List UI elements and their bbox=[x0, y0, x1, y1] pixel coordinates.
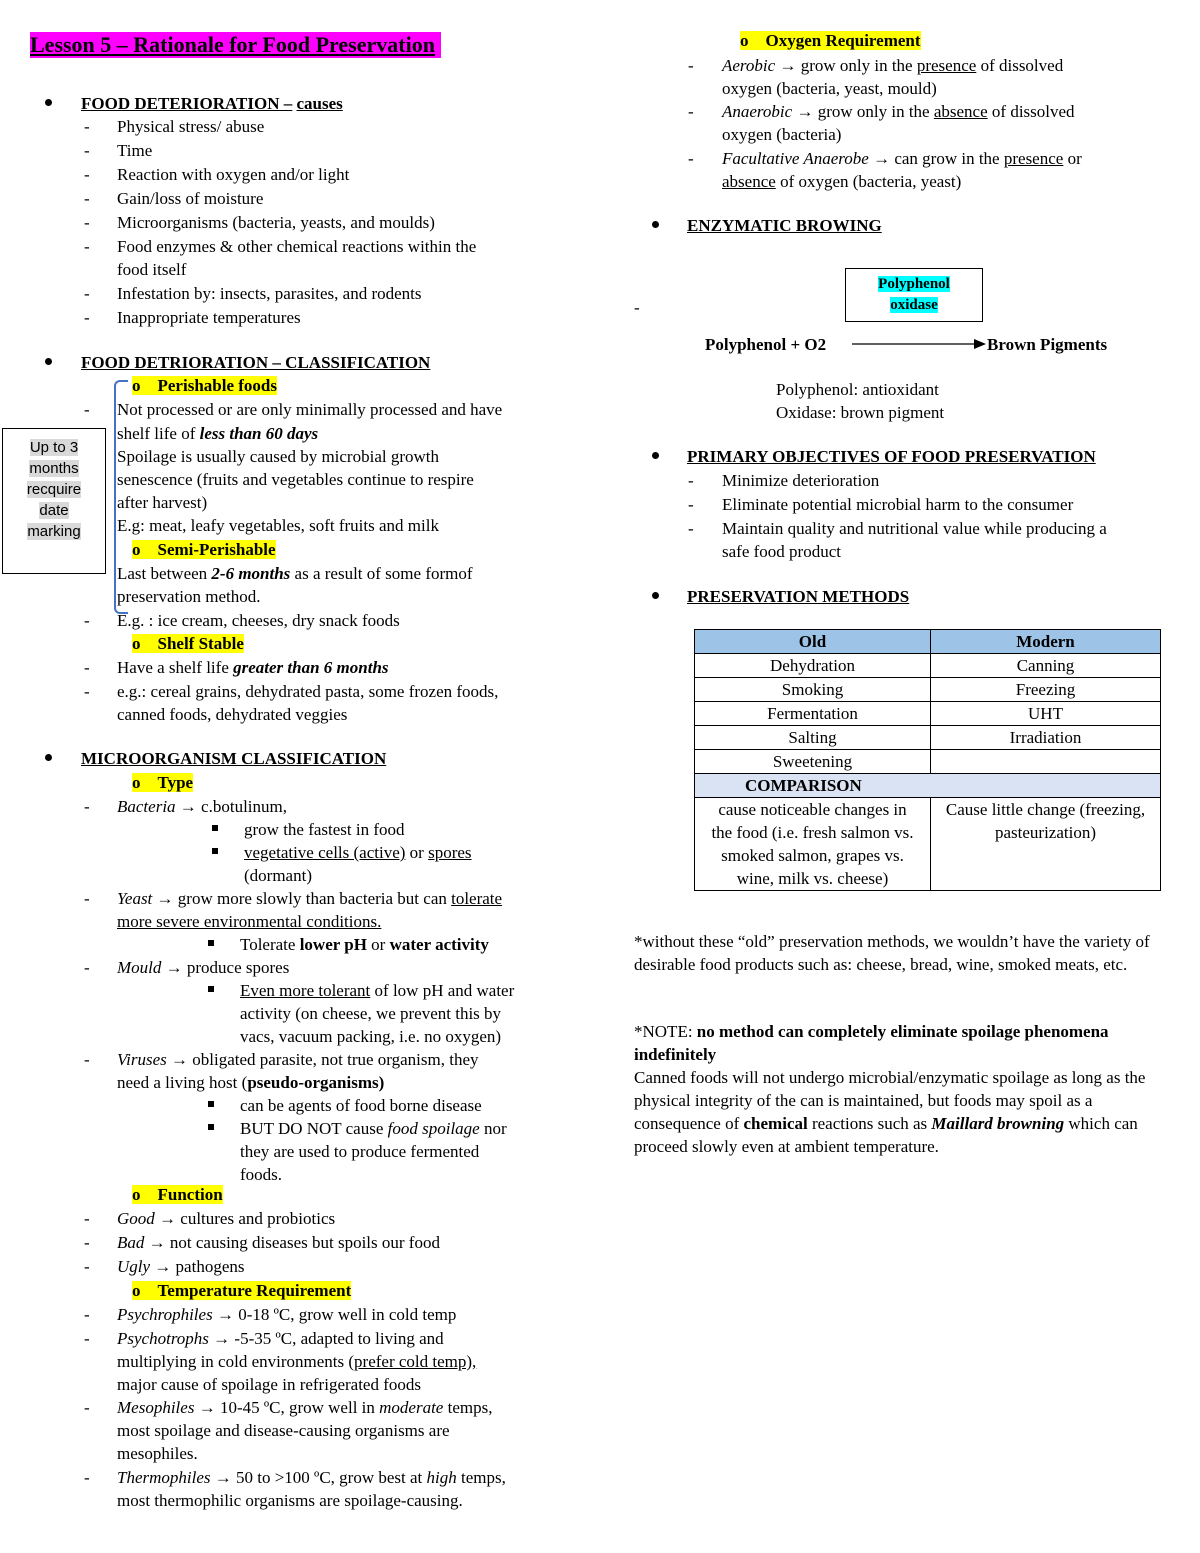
reaction-arrow bbox=[850, 336, 988, 352]
dash: - bbox=[688, 149, 694, 168]
subheading-perishable: o Perishable foods bbox=[132, 376, 277, 395]
page-title: Lesson 5 – Rationale for Food Preservation bbox=[30, 32, 441, 58]
text-line: Mesophiles → 10-45 ºC, grow well in moderate temps, bbox=[117, 1398, 493, 1417]
side-note-line: months bbox=[29, 460, 79, 477]
arrow-icon: → bbox=[779, 56, 797, 75]
text-line: Anaerobic → grow only in the absence of dissolved bbox=[722, 102, 1075, 121]
table-cell: Dehydration bbox=[695, 654, 931, 678]
dash: - bbox=[84, 1398, 90, 1417]
list-item: Maintain quality and nutritional value while producing a bbox=[722, 519, 1107, 538]
text-line: Thermophiles → 50 to >100 ºC, grow best at high temps, bbox=[117, 1468, 506, 1487]
square-bullet bbox=[208, 1101, 214, 1107]
subheading-shelf-stable: o Shelf Stable bbox=[132, 634, 244, 653]
text-line: Polyphenol: antioxidant bbox=[776, 380, 939, 399]
text-line: most spoilage and disease-causing organisms are bbox=[117, 1421, 450, 1440]
text-line: Psychrophiles → 0-18 ºC, grow well in cold temp bbox=[117, 1305, 457, 1324]
bullet bbox=[652, 452, 659, 459]
text-line: Tolerate lower pH or water activity bbox=[240, 935, 489, 954]
text-line: Facultative Anaerobe → can grow in the presence or bbox=[722, 149, 1082, 168]
text-line: Aerobic → grow only in the presence of dissolved bbox=[722, 56, 1064, 75]
subheading-type: o Type bbox=[132, 773, 194, 792]
text-line: preservation method. bbox=[117, 587, 261, 606]
right-column bbox=[600, 0, 1200, 1553]
table-cell: Irradiation bbox=[931, 726, 1161, 750]
subheading-oxygen: o Oxygen Requirement bbox=[740, 31, 921, 50]
dash: - bbox=[84, 213, 90, 232]
list-item: Infestation by: insects, parasites, and rodents bbox=[117, 284, 422, 303]
bullet bbox=[45, 754, 52, 761]
note-paragraph: *NOTE: no method can completely eliminate spoilage phenomena indefinitely bbox=[634, 1022, 1109, 1064]
arrow-icon: → bbox=[156, 889, 174, 908]
square-bullet bbox=[208, 940, 214, 946]
dash: - bbox=[84, 141, 90, 160]
text-line: Psychotrophs → -5-35 ºC, adapted to living and bbox=[117, 1329, 444, 1348]
dash: - bbox=[84, 1050, 90, 1069]
text-line: oxygen (bacteria, yeast, mould) bbox=[722, 79, 937, 98]
table-row bbox=[695, 702, 1161, 726]
table-row bbox=[695, 726, 1161, 750]
dash: - bbox=[84, 1468, 90, 1487]
text-line: more severe environmental conditions. bbox=[117, 912, 382, 931]
square-bullet bbox=[208, 1124, 214, 1130]
list-item: Food enzymes & other chemical reactions within the bbox=[117, 237, 477, 256]
dash: - bbox=[84, 400, 90, 419]
dash: - bbox=[84, 117, 90, 136]
dash: - bbox=[84, 1257, 90, 1276]
side-note-box bbox=[2, 428, 106, 574]
side-note-line: marking bbox=[27, 523, 81, 540]
text-line: mesophiles. bbox=[117, 1444, 198, 1463]
arrow-icon: → bbox=[148, 1233, 166, 1252]
text-line: Bacteria → c.botulinum, bbox=[117, 797, 287, 816]
dash: - bbox=[84, 284, 90, 303]
table-header: Old bbox=[695, 630, 931, 654]
arrow-icon: → bbox=[179, 797, 197, 816]
table-cell: Salting bbox=[695, 726, 931, 750]
table-row bbox=[695, 678, 1161, 702]
section-heading-enzymatic: ENZYMATIC BROWING bbox=[687, 216, 882, 235]
square-bullet bbox=[208, 986, 214, 992]
bullet bbox=[652, 221, 659, 228]
dash: - bbox=[84, 1209, 90, 1228]
table-row bbox=[695, 750, 1161, 774]
text-line: they are used to produce fermented bbox=[240, 1142, 480, 1161]
square-bullet bbox=[212, 825, 218, 831]
arrow-icon: → bbox=[165, 958, 183, 977]
dash: - bbox=[84, 611, 90, 630]
table-cell: Canning bbox=[931, 654, 1161, 678]
text-line: E.g: meat, leafy vegetables, soft fruits and milk bbox=[117, 516, 439, 535]
subheading-semi-perishable: o Semi-Perishable bbox=[132, 540, 276, 559]
arrow-icon: → bbox=[796, 102, 814, 121]
table-cell-comparison-old: cause noticeable changes in the food (i.e. fresh salmon vs. smoked salmon, grapes vs. wine, milk vs. cheese) bbox=[695, 798, 931, 891]
text-line: Even more tolerant of low pH and water bbox=[240, 981, 515, 1000]
text-line: Last between 2-6 months as a result of some formof bbox=[117, 564, 473, 583]
subheading-temperature: o Temperature Requirement bbox=[132, 1281, 352, 1300]
text-line: can be agents of food borne disease bbox=[240, 1096, 482, 1115]
list-item: Microorganisms (bacteria, yeasts, and moulds) bbox=[117, 213, 435, 232]
arrow-icon: → bbox=[198, 1398, 216, 1417]
text-line: vegetative cells (active) or spores bbox=[244, 843, 472, 862]
side-note-line: date bbox=[39, 502, 69, 519]
text-line: canned foods, dehydrated veggies bbox=[117, 705, 348, 724]
table-cell: Smoking bbox=[695, 678, 931, 702]
dash: - bbox=[688, 102, 694, 121]
text-line: shelf life of less than 60 days bbox=[117, 424, 319, 443]
table-cell-comparison-modern: Cause little change (freezing, pasteurization) bbox=[931, 798, 1161, 891]
dash: - bbox=[84, 1305, 90, 1324]
text-line: Ugly → pathogens bbox=[117, 1257, 245, 1276]
dash: - bbox=[688, 495, 694, 514]
list-item-cont: food itself bbox=[117, 260, 187, 279]
text-line: Yeast → grow more slowly than bacteria but can tolerate bbox=[117, 889, 503, 908]
text-line: vacs, vacuum packing, i.e. no oxygen) bbox=[240, 1027, 502, 1046]
section-heading-causes: FOOD DETERIORATION – causes bbox=[81, 94, 343, 113]
text-line: grow the fastest in food bbox=[244, 820, 405, 839]
list-item: Gain/loss of moisture bbox=[117, 189, 264, 208]
dash: - bbox=[84, 165, 90, 184]
text-line: Mould → produce spores bbox=[117, 958, 290, 977]
text-line: BUT DO NOT cause food spoilage nor bbox=[240, 1119, 507, 1138]
dash: - bbox=[84, 237, 90, 256]
section-heading-classification: FOOD DETRIORATION – CLASSIFICATION bbox=[81, 353, 431, 372]
text-line: Viruses → obligated parasite, not true organism, they bbox=[117, 1050, 479, 1069]
dash: - bbox=[84, 797, 90, 816]
text-line: Have a shelf life greater than 6 months bbox=[117, 658, 389, 677]
arrow-icon: → bbox=[171, 1050, 188, 1069]
list-item: Eliminate potential microbial harm to the consumer bbox=[722, 495, 1074, 514]
table-row bbox=[695, 654, 1161, 678]
text-line: oxygen (bacteria) bbox=[722, 125, 842, 144]
text-line: (dormant) bbox=[244, 866, 312, 885]
table-header-row bbox=[695, 630, 1161, 654]
text-line: need a living host (pseudo-organisms) bbox=[117, 1073, 385, 1092]
bullet bbox=[45, 99, 52, 106]
dash: - bbox=[84, 308, 90, 327]
list-item: Physical stress/ abuse bbox=[117, 117, 265, 136]
comparison-header: COMPARISON bbox=[695, 774, 1161, 798]
table-cell: Freezing bbox=[931, 678, 1161, 702]
dash: - bbox=[84, 189, 90, 208]
table-row bbox=[695, 798, 1161, 891]
text-line: most thermophilic organisms are spoilage-causing. bbox=[117, 1491, 463, 1510]
arrow-icon: → bbox=[154, 1257, 172, 1276]
text-line: senescence (fruits and vegetables continue to respire bbox=[117, 470, 474, 489]
reaction-products: Brown Pigments bbox=[987, 335, 1108, 354]
dash: - bbox=[84, 1233, 90, 1252]
dash: - bbox=[688, 56, 694, 75]
section-heading-micro: MICROORGANISM CLASSIFICATION bbox=[81, 749, 387, 768]
square-bullet bbox=[212, 848, 218, 854]
dash: - bbox=[688, 519, 694, 538]
text-line: Spoilage is usually caused by microbial growth bbox=[117, 447, 439, 466]
side-note-line: Up to 3 bbox=[29, 439, 79, 456]
footnote: *without these “old” preservation methods, we wouldn’t have the variety of desirable food products such as: cheese, bread, wine, smoked meats, etc. bbox=[634, 932, 1150, 974]
text-line: after harvest) bbox=[117, 493, 208, 512]
arrow-icon: → bbox=[214, 1468, 232, 1487]
dash: - bbox=[634, 298, 640, 317]
dash: - bbox=[84, 658, 90, 677]
text-line: Good → cultures and probiotics bbox=[117, 1209, 336, 1228]
table-comparison-row bbox=[695, 774, 1161, 798]
dash: - bbox=[84, 889, 90, 908]
table-cell: UHT bbox=[931, 702, 1161, 726]
reaction-reactants: Polyphenol + O2 bbox=[705, 335, 827, 354]
text-line: major cause of spoilage in refrigerated foods bbox=[117, 1375, 421, 1394]
arrow-icon: → bbox=[873, 149, 891, 168]
list-item: Reaction with oxygen and/or light bbox=[117, 165, 350, 184]
methods-table bbox=[694, 629, 1161, 891]
dash: - bbox=[84, 958, 90, 977]
text-line: Bad → not causing diseases but spoils our food bbox=[117, 1233, 440, 1252]
arrow-icon: → bbox=[159, 1209, 177, 1228]
table-header: Modern bbox=[931, 630, 1161, 654]
text-line: Not processed or are only minimally processed and have bbox=[117, 400, 503, 419]
bullet bbox=[45, 358, 52, 365]
list-item: Inappropriate temperatures bbox=[117, 308, 301, 327]
text-line: foods. bbox=[240, 1165, 283, 1184]
table-cell: Fermentation bbox=[695, 702, 931, 726]
list-item-cont: safe food product bbox=[722, 542, 841, 561]
enzyme-box: Polyphenol oxidase bbox=[845, 268, 983, 322]
section-heading-objectives: PRIMARY OBJECTIVES OF FOOD PRESERVATION bbox=[687, 447, 1096, 466]
arrow-icon: → bbox=[213, 1329, 231, 1348]
dash: - bbox=[84, 1329, 90, 1348]
subheading-function: o Function bbox=[132, 1185, 223, 1204]
arrow-icon: → bbox=[216, 1305, 234, 1324]
list-item: Time bbox=[117, 141, 153, 160]
text-line: activity (on cheese, we prevent this by bbox=[240, 1004, 502, 1023]
dash: - bbox=[688, 471, 694, 490]
dash: - bbox=[84, 682, 90, 701]
side-note-line: recquire bbox=[26, 481, 82, 498]
list-item: Minimize deterioration bbox=[722, 471, 880, 490]
text-line: multiplying in cold environments (prefer cold temp), bbox=[117, 1352, 477, 1371]
section-heading-methods: PRESERVATION METHODS bbox=[687, 587, 910, 606]
table-cell: Sweetening bbox=[695, 750, 931, 774]
canned-paragraph: Canned foods will not undergo microbial/enzymatic spoilage as long as the physical integrity of the can is maintained, but foods may spoil as a consequence of chemical reactions such as Maillard browning which can proceed slowly even at ambient temperature. bbox=[634, 1068, 1146, 1156]
text-line: e.g.: cereal grains, dehydrated pasta, some frozen foods, bbox=[117, 682, 499, 701]
text-line: absence of oxygen (bacteria, yeast) bbox=[722, 172, 962, 191]
bullet bbox=[652, 592, 659, 599]
table-cell bbox=[931, 750, 1161, 774]
text-line: E.g. : ice cream, cheeses, dry snack foods bbox=[117, 611, 400, 630]
text-line: Oxidase: brown pigment bbox=[776, 403, 945, 422]
